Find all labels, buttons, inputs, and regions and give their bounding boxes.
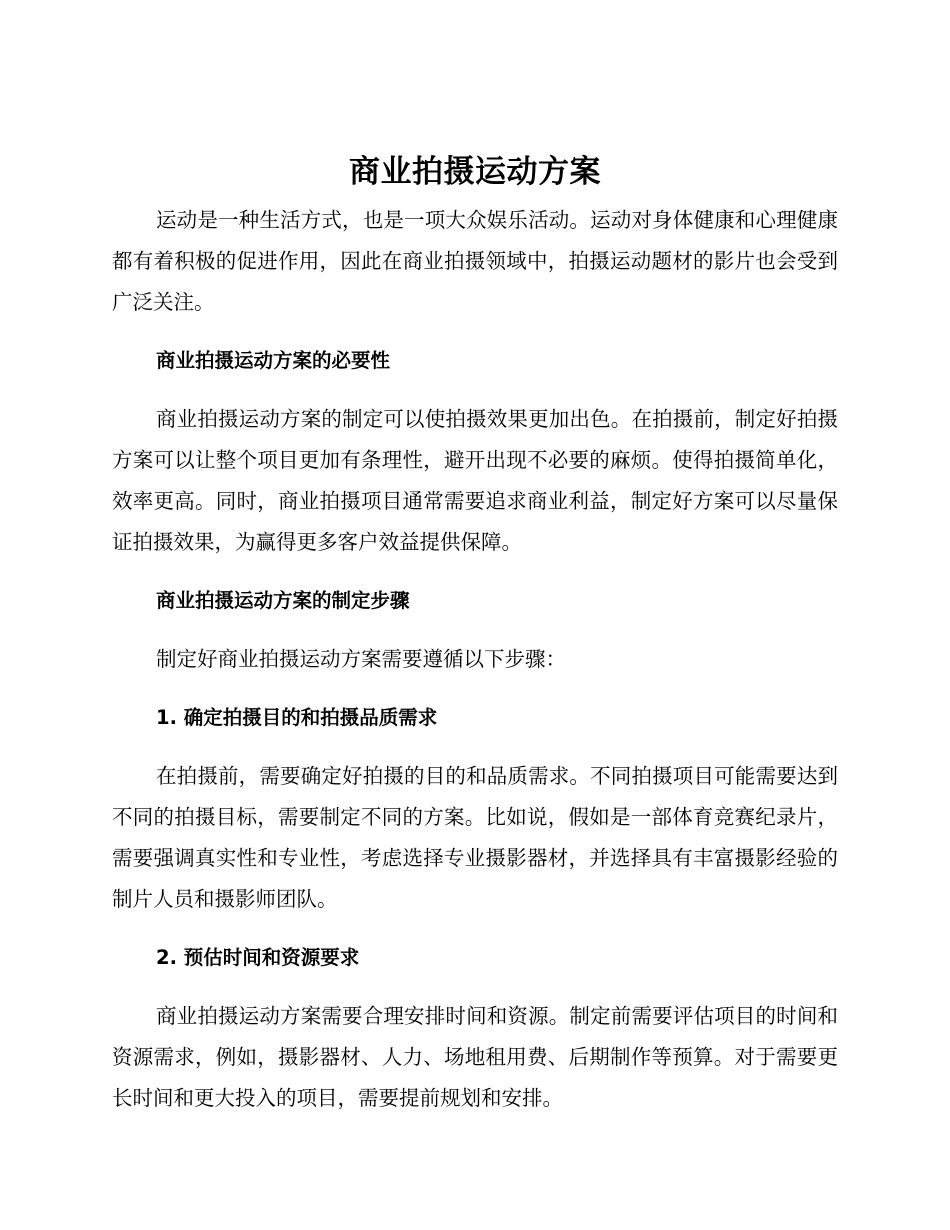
step-heading-2: 2. 预估时间和资源要求 <box>156 946 360 969</box>
document-body <box>112 150 838 1139</box>
step-2-paragraph: 商业拍摄运动方案需要合理安排时间和资源。制定前需要评估项目的时间和资源需求，例如，摄影器材、人力、场地租用费、后期制作等预算。对于需要更长时间和更大投入的项目，需要提前规划和安排。 <box>112 1004 838 1110</box>
steps-intro-paragraph: 制定好商业拍摄运动方案需要遵循以下步骤： <box>156 647 566 671</box>
intro-paragraph: 运动是一种生活方式，也是一项大众娱乐活动。运动对身体健康和心理健康都有着积极的促进作用，因此在商业拍摄领域中，拍摄运动题材的影片也会受到广泛关注。 <box>112 208 838 314</box>
section-heading-steps: 商业拍摄运动方案的制定步骤 <box>156 589 410 612</box>
document-title: 商业拍摄运动方案 <box>349 154 601 190</box>
step-heading-1: 1. 确定拍摄目的和拍摄品质需求 <box>156 706 438 729</box>
necessity-paragraph: 商业拍摄运动方案的制定可以使拍摄效果更加出色。在拍摄前，制定好拍摄方案可以让整个项目更加有条理性，避开出现不必要的麻烦。使得拍摄简单化，效率更高。同时，商业拍摄项目通常需要追求商业利益，制定好方案可以尽量保证拍摄效果，为赢得更多客户效益提供保障。 <box>112 407 838 554</box>
section-heading-necessity: 商业拍摄运动方案的必要性 <box>156 349 391 372</box>
step-1-paragraph: 在拍摄前，需要确定好拍摄的目的和品质需求。不同拍摄项目可能需要达到不同的拍摄目标，需要制定不同的方案。比如说，假如是一部体育竞赛纪录片，需要强调真实性和专业性，考虑选择专业摄影器材，并选择具有丰富摄影经验的制片人员和摄影师团队。 <box>112 764 838 911</box>
